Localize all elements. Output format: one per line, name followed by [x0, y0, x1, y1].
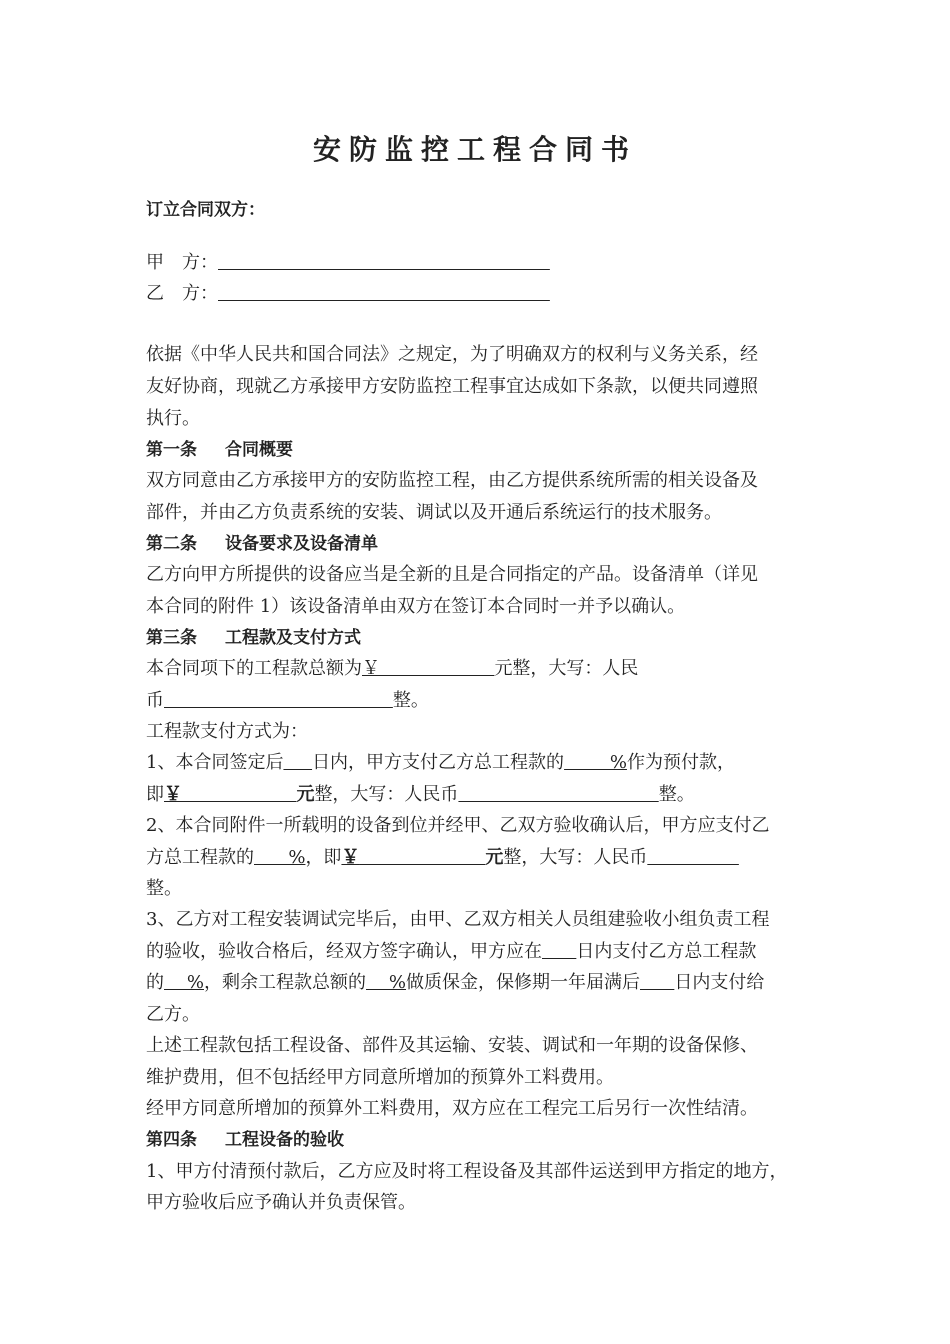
party-a-blank — [218, 252, 550, 273]
total-capital-blank — [164, 690, 393, 711]
payment-2-text: 方总工程款的 — [146, 847, 254, 868]
payment-3-text-4: ，剩余工程款总额的 — [204, 972, 366, 993]
payment-3-percent-blank: % — [164, 972, 204, 993]
total-line-1 — [146, 656, 638, 682]
payment-method-label: 工程款支付方式为： — [146, 721, 308, 742]
payment-1-text-3: 作为预付款， — [626, 752, 735, 773]
article-2-number: 第二条 — [146, 534, 197, 554]
article-4-number: 第四条 — [146, 1130, 197, 1150]
party-a-label: 甲 方： — [146, 252, 218, 273]
article-1-number: 第一条 — [146, 440, 197, 460]
article-2-line-1: 乙方向甲方所提供的设备应当是全新的且是合同指定的产品。设备清单（详见 — [146, 564, 758, 585]
note-line-2: 维护费用，但不包括经甲方同意所增加的预算外工料费用。 — [146, 1067, 614, 1088]
payment-2-yuan: 元 — [485, 847, 504, 868]
payment-1-capital-blank — [458, 784, 658, 805]
payment-2-line-3: 整。 — [146, 878, 182, 899]
payment-3-line-4: 乙方。 — [146, 1004, 200, 1025]
payment-3-text: 的验收，验收合格后，经双方签字确认，甲方应在 — [146, 941, 542, 962]
payment-1-yuan: 元 — [296, 784, 315, 805]
preamble-line-2: 友好协商，现就乙方承接甲方安防监控工程事宜达成如下条款，以便共同遵照 — [146, 376, 758, 397]
party-b-label: 乙 方： — [146, 283, 218, 304]
payment-1-text-5: 整，大写：人民币 — [314, 784, 459, 805]
payment-3-text-3: 的 — [146, 972, 164, 993]
warranty-days-blank — [640, 972, 674, 993]
preamble-line-3: 执行。 — [146, 408, 200, 429]
payment-2-percent-blank: % — [254, 847, 306, 868]
article-1-line-1: 双方同意由乙方承接甲方的安防监控工程，由乙方提供系统所需的相关设备及 — [146, 470, 758, 491]
payment-2-line-2 — [146, 845, 739, 871]
payment-1-line-2 — [146, 782, 695, 808]
payment-3-text-2: 日内支付乙方总工程款 — [576, 941, 757, 962]
payment-2-capital-blank — [647, 847, 739, 868]
article-4-title: 工程设备的验收 — [225, 1130, 344, 1150]
warranty-percent-blank: % — [366, 972, 406, 993]
document-title: 安防监控工程合同书 — [312, 133, 637, 166]
total-text-4: 整。 — [392, 690, 429, 711]
total-yen: ￥ — [362, 658, 380, 679]
total-text: 本合同项下的工程款总额为 — [146, 658, 362, 679]
article-1-line-2: 部件，并由乙方负责系统的安装、调试以及开通后系统运行的技术服务。 — [146, 502, 722, 523]
payment-1-days-blank — [283, 752, 312, 773]
article-4-line-1: 1、甲方付清预付款后，乙方应及时将工程设备及其部件运送到甲方指定的地方， — [146, 1161, 788, 1182]
article-2-line-2: 本合同的附件 1）该设备清单由双方在签订本合同时一并予以确认。 — [146, 596, 686, 617]
total-amount-blank — [380, 658, 494, 679]
total-line-2 — [146, 688, 429, 714]
party-b-line — [146, 281, 550, 307]
party-b-blank — [218, 283, 550, 304]
payment-1-text-2: 日内，甲方支付乙方总工程款的 — [312, 752, 565, 773]
article-1-title: 合同概要 — [225, 440, 293, 460]
payment-3-line-3 — [146, 970, 764, 996]
payment-1-percent-blank: % — [564, 752, 627, 773]
payment-1-amount-blank — [182, 784, 296, 805]
note-line-3: 经甲方同意所增加的预算外工料费用，双方应在工程完工后另行一次性结清。 — [146, 1098, 758, 1119]
article-2-title: 设备要求及设备清单 — [225, 534, 378, 554]
payment-3-text-5: 做质保金，保修期一年届满后 — [406, 972, 640, 993]
article-3-title: 工程款及支付方式 — [225, 628, 361, 648]
article-3-heading — [146, 625, 361, 651]
payment-2-text-2: ，即 — [305, 847, 342, 868]
payment-1-text-6: 整。 — [658, 784, 695, 805]
payment-1-yen: ￥ — [164, 784, 182, 805]
payment-2-yen: ￥ — [341, 847, 360, 868]
note-line-1: 上述工程款包括工程设备、部件及其运输、安装、调试和一年期的设备保修、 — [146, 1035, 758, 1056]
article-1-heading — [146, 437, 293, 463]
article-4-heading — [146, 1127, 344, 1153]
payment-3-line-2 — [146, 939, 756, 965]
party-a-line — [146, 250, 550, 276]
payment-2-amount-blank — [359, 847, 485, 868]
total-text-2: 元整，大写：人民 — [494, 658, 639, 679]
total-text-3: 币 — [146, 690, 164, 711]
preamble-line-1: 依据《中华人民共和国合同法》之规定，为了明确双方的权利与义务关系，经 — [146, 344, 758, 365]
payment-3-text-6: 日内支付给 — [674, 972, 765, 993]
article-2-heading — [146, 531, 378, 557]
payment-1-text: 1、本合同签定后 — [146, 752, 284, 773]
payment-1-line-1 — [146, 750, 735, 776]
payment-3-days-blank — [542, 941, 576, 962]
payment-2-text-3: 整，大写：人民币 — [503, 847, 648, 868]
parties-heading: 订立合同双方： — [146, 200, 265, 220]
payment-2-line-1: 2、本合同附件一所载明的设备到位并经甲、乙双方验收确认后，甲方应支付乙 — [146, 815, 770, 836]
article-4-line-2: 甲方验收后应予确认并负责保管。 — [146, 1192, 416, 1213]
article-3-number: 第三条 — [146, 628, 197, 648]
payment-3-line-1: 3、乙方对工程安装调试完毕后，由甲、乙双方相关人员组建验收小组负责工程 — [146, 909, 770, 930]
payment-1-text-4: 即 — [146, 784, 164, 805]
